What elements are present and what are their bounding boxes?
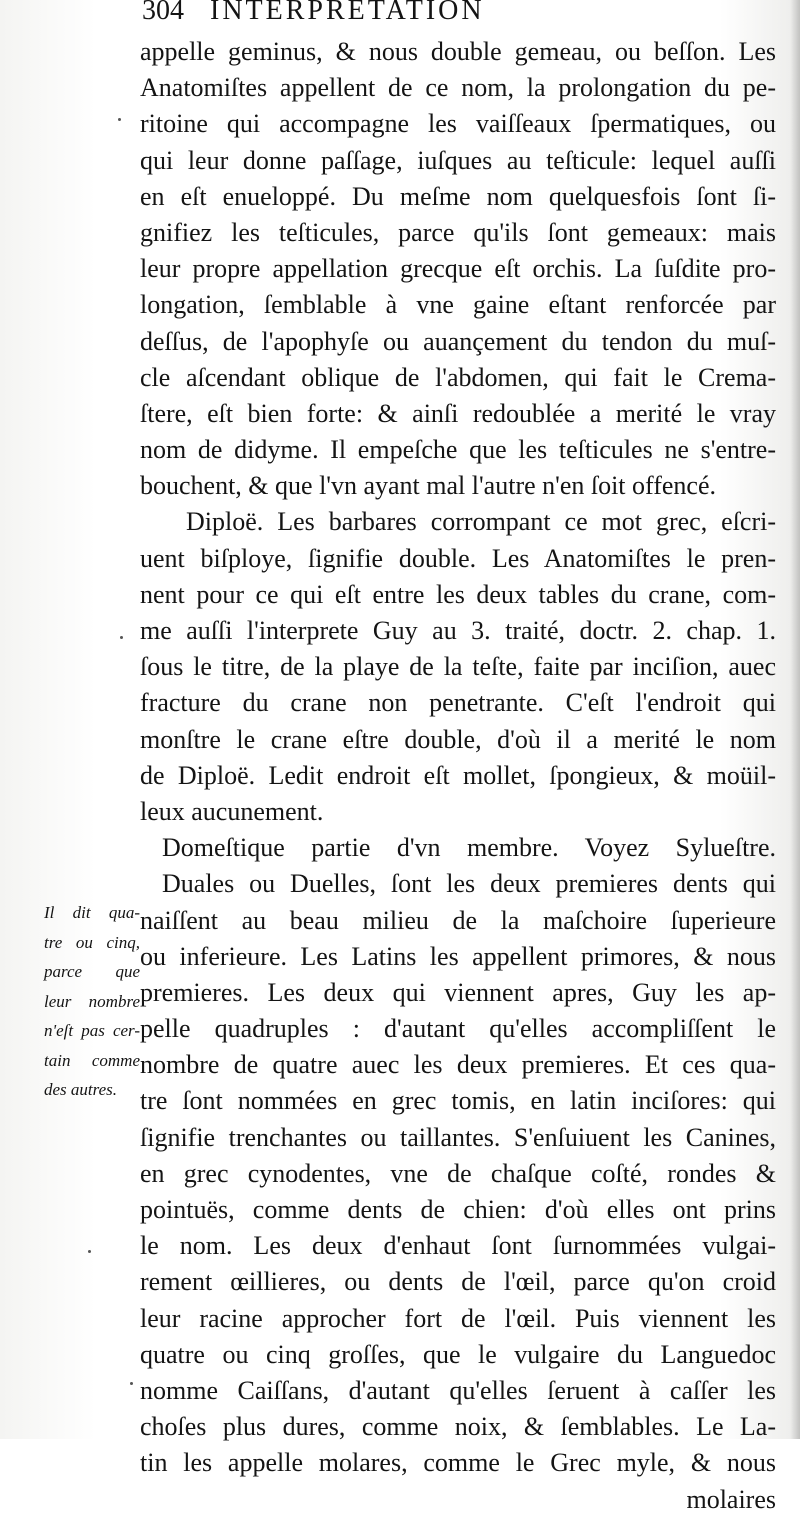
text-line: de Diploë. Ledit endroit eſt mollet, ſpongieux, & moüil-	[140, 760, 776, 790]
text-line: premieres. Les deux qui viennent apres, Guy les ap-	[140, 977, 776, 1007]
text-line: Anatomiſtes appellent de ce nom, la prolongation du pe-	[140, 73, 776, 103]
text-line: leur propre appellation grecque eſt orchis. La ſuſdite pro-	[140, 254, 776, 284]
text-line: en grec cynodentes, vne de chaſque coſté, rondes &	[140, 1158, 776, 1188]
text-line: Domeſtique partie d'vn membre. Voyez Sylueſtre.	[162, 833, 776, 863]
text-line: ou inferieure. Les Latins les appellent primores, & nous	[140, 941, 776, 971]
text-line: Diploë. Les barbares corrompant ce mot grec, eſcri-	[186, 507, 776, 537]
text-line: nombre de quatre auec les deux premieres. Et ces qua-	[140, 1050, 776, 1080]
page-number: 304	[142, 0, 184, 26]
text-line: le nom. Les deux d'enhaut ſont ſurnommées vulgai-	[140, 1231, 776, 1261]
text-line: leux aucunement.	[140, 796, 324, 826]
text-line: naiſſent au beau milieu de la maſchoire ſuperieure	[140, 905, 776, 935]
print-speck	[130, 1382, 133, 1385]
text-line: pointuës, comme dents de chien: d'où elles ont prins	[140, 1195, 776, 1224]
text-line: choſes plus dures, comme noix, & ſemblables. Le La-	[140, 1412, 776, 1442]
text-line: gnifiez les teſticules, parce qu'ils ſont gemeaux: mais	[140, 217, 776, 247]
margin-note-line: des autres.	[44, 1080, 118, 1099]
text-line: nomme Caiſſans, d'autant qu'elles ſeruent à caſſer les	[140, 1375, 776, 1405]
text-line: deſſus, de l'apophyſe ou auançement du tendon du muſ-	[140, 326, 776, 356]
text-line: tin les appelle molares, comme le Grec myle, & nous	[140, 1448, 776, 1478]
page-edge-shadow	[790, 0, 800, 1439]
text-line: rement œillieres, ou dents de l'œil, parce qu'on croid	[140, 1267, 776, 1297]
text-line: appelle geminus, & nous double gemeau, ou beſſon. Les	[140, 37, 776, 66]
running-header	[140, 0, 800, 34]
text-line: pelle quadruples : d'autant qu'elles accompliſſent le	[140, 1014, 776, 1044]
text-line: ſous le titre, de la playe de la teſte, faite par inciſion, auec	[140, 652, 776, 682]
text-line: nom de didyme. Il empeſche que les teſticules ne s'entre-	[140, 435, 776, 465]
margin-note-line: parce que	[44, 962, 140, 981]
text-line: cle aſcendant oblique de l'abdomen, qui fait le Crema-	[140, 362, 776, 392]
print-speck	[120, 636, 123, 639]
text-line: leur racine approcher fort de l'œil. Puis viennent les	[140, 1303, 776, 1333]
text-line: nent pour ce qui eſt entre les deux tables du crane, com-	[140, 579, 776, 609]
text-line: uent biſploye, ſignifie double. Les Anatomiſtes le pren-	[140, 543, 776, 573]
text-line: qui leur donne paſſage, iuſques au teſticule: lequel auſſi	[140, 145, 776, 175]
text-line: ſtere, eſt bien forte: & ainſi redoublée a merité le vray	[140, 398, 776, 428]
text-line: bouchent, & que l'vn ayant mal l'autre n'en ſoit offencé.	[140, 471, 716, 501]
text-line: ritoine qui accompagne les vaiſſeaux ſpermatiques, ou	[140, 109, 776, 139]
text-line: longation, ſemblable à vne gaine eſtant renforcée par	[140, 290, 776, 320]
text-line: me auſſi l'interprete Guy au 3. traité, doctr. 2. chap. 1.	[140, 616, 776, 645]
text-line: quatre ou cinq groſſes, que le vulgaire du Languedoc	[140, 1339, 776, 1369]
running-head-title: INTERPRETATION	[210, 0, 485, 26]
margin-note-line: tre ou cinq,	[44, 932, 140, 952]
text-line: en eſt enueloppé. Du meſme nom quelquesfois ſont ſi-	[140, 181, 776, 211]
text-line: molaires	[686, 1484, 776, 1514]
main-text-block	[140, 34, 776, 1518]
margin-note-line: tain comme	[44, 1050, 140, 1070]
text-line: ſignifie trenchantes ou taillantes. S'enſuiuent les Canines,	[140, 1122, 776, 1152]
margin-note-line: n'eſt pas cer-	[44, 1021, 140, 1040]
margin-note-line: Il dit qua-	[44, 903, 140, 922]
print-speck	[88, 1250, 91, 1253]
text-line: Duales ou Duelles, ſont les deux premieres dents qui	[162, 869, 776, 899]
text-line: fracture du crane non penetrante. C'eſt l'endroit qui	[140, 688, 776, 718]
margin-note	[44, 898, 140, 1105]
margin-note-line: leur nombre	[44, 991, 140, 1011]
text-line: tre ſont nommées en grec tomis, en latin inciſores: qui	[140, 1086, 776, 1116]
print-speck	[118, 118, 121, 121]
text-line: monſtre le crane eſtre double, d'où il a merité le nom	[140, 724, 776, 754]
